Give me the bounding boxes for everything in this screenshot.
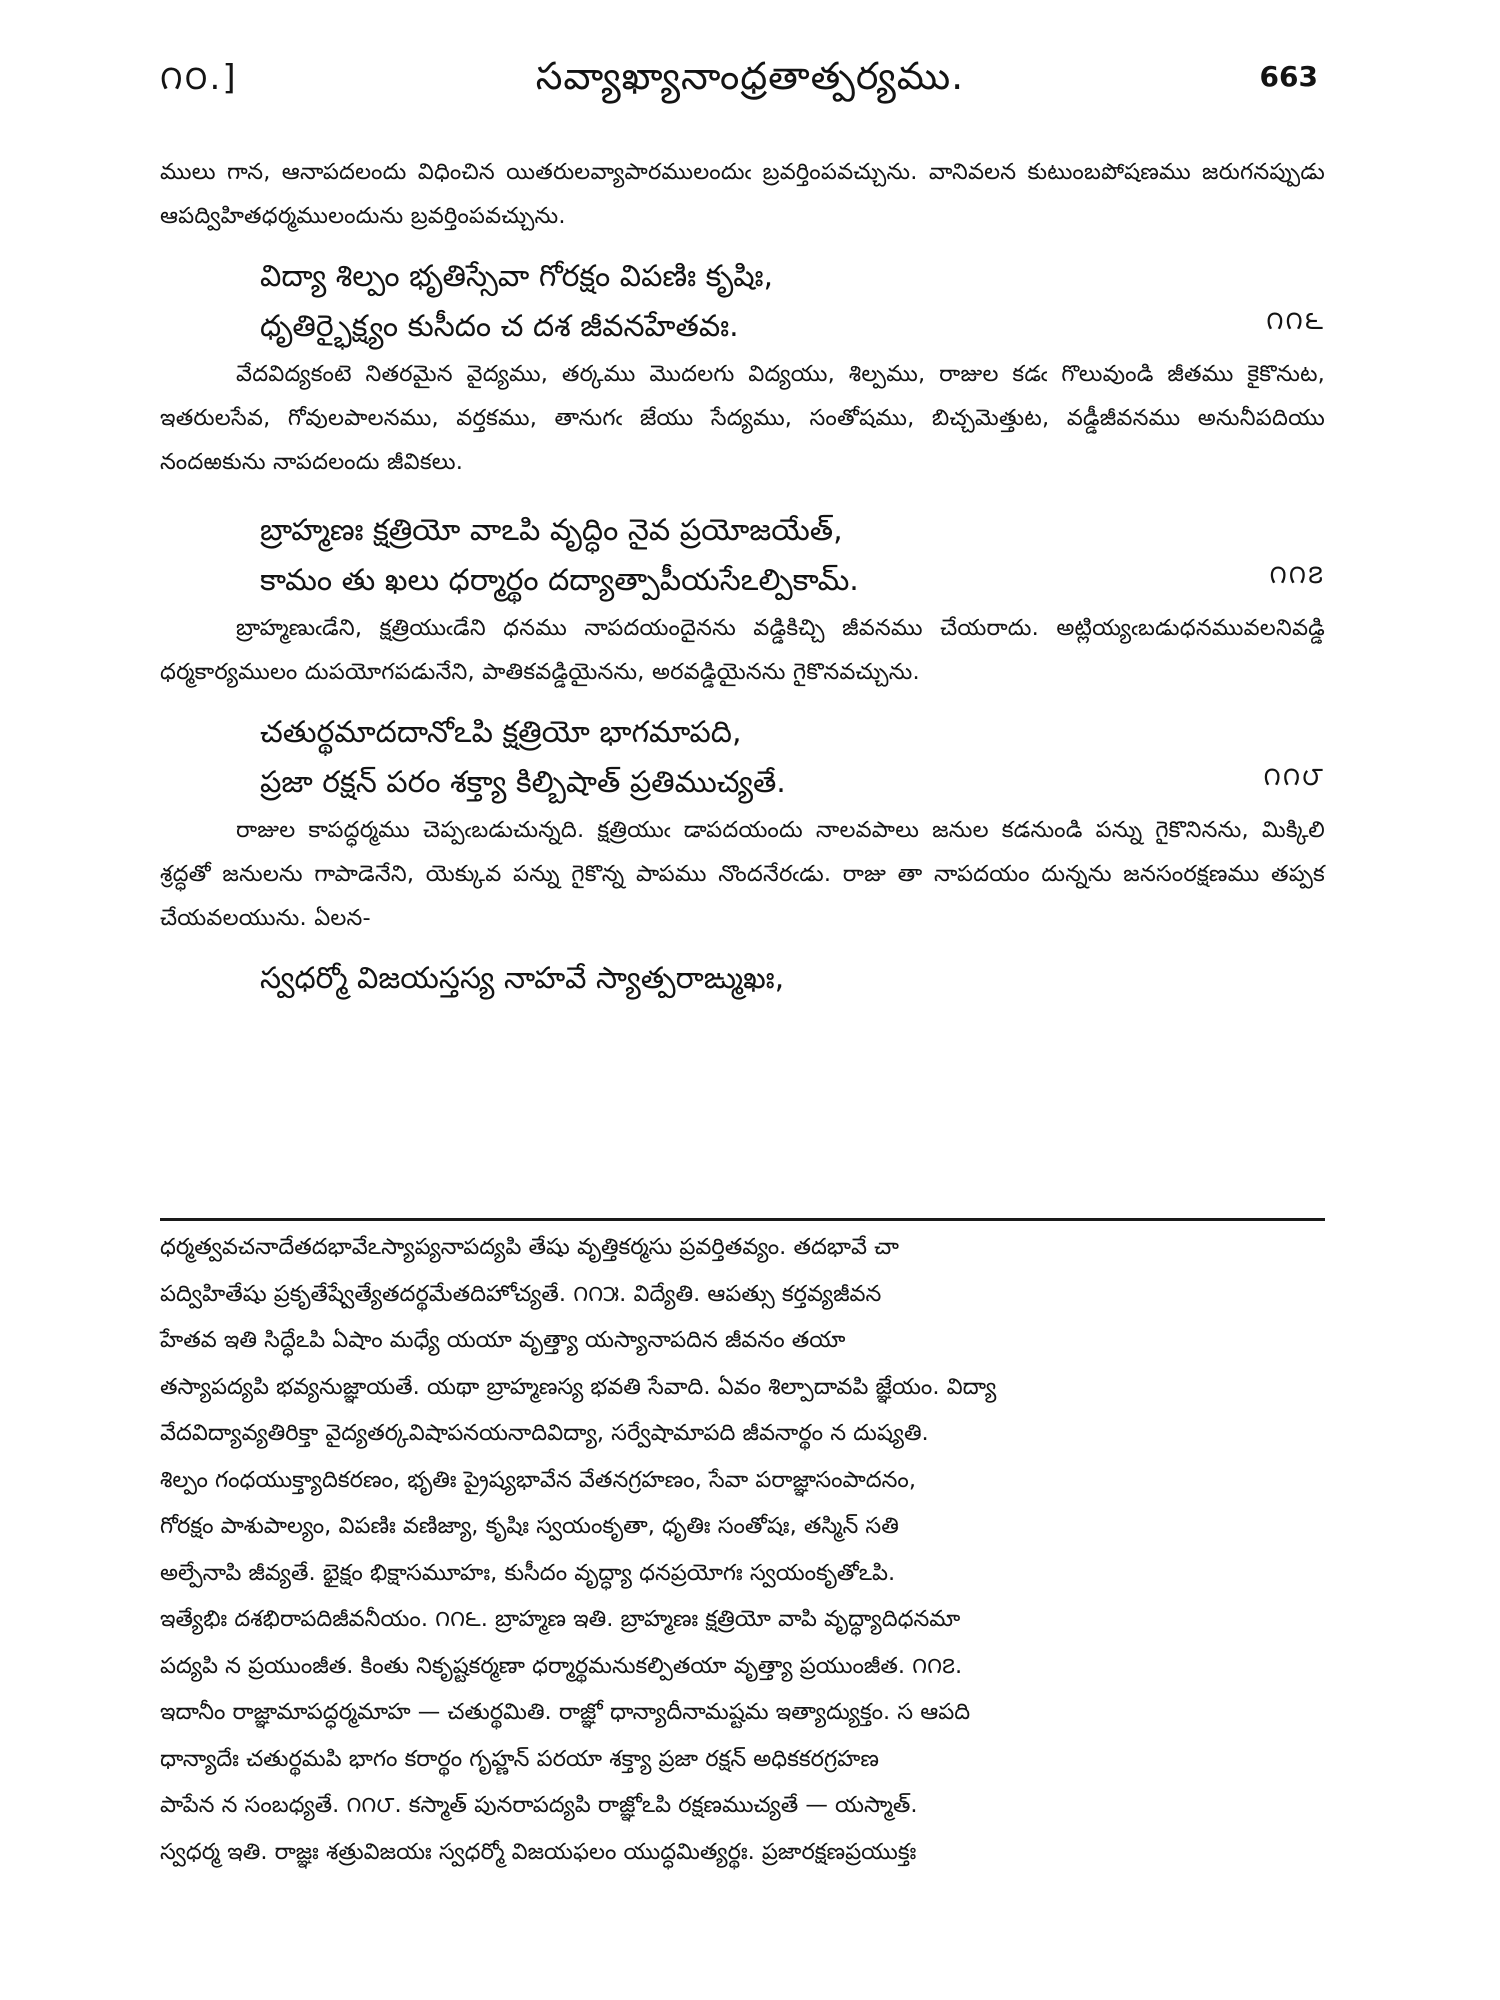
commentary-line: పద్విహితేషు ప్రకృతేష్వేత్యేతదర్థమేతదిహోచ్యతే. ౧౧౫. విద్యేతి. ఆపత్సు కర్తవ్యజీవన [160,1280,882,1307]
commentary-line: స్వధర్మ ఇతి. రాజ్ఞః శత్రువిజయః స్వధర్మో విజయఫలం యుద్ధమిత్యర్థః. ప్రజారక్షణప్రయుక్తః [160,1838,917,1865]
verse-117 [160,506,1325,606]
commentary-line: పాపేన న సంబధ్యతే. ౧౧౮. కస్మాత్ పునరాపద్యపి రాజ్ఞోఽపి రక్షణముచ్యతే — యస్మాత్. [160,1792,918,1818]
verse-118 [160,708,1325,808]
verse-line: స్వధర్మో విజయస్తస్య నాహవే స్యాత్పరాఙ్ముఖః, [260,961,785,996]
footnote-divider [160,1218,1325,1221]
commentary-line: ధర్మత్వవచనాదేతదభావేఽస్యాప్యనాపద్యపి తేషు వృత్తికర్మసు ప్రవర్తితవ్యం. తదభావే చా [160,1234,899,1260]
verse-line: విద్యా శిల్పం భృతిస్సేవా గోరక్షం విపణిః కృషిః, [260,259,774,294]
main-text [160,150,1325,1004]
commentary-line: ఇత్యేభిః దశభిరాపదిజీవనీయం. ౧౧౬. బ్రాహ్మణ ఇతి. బ్రాహ్మణః క్షత్రియో వాపి వృద్ధ్యాదిధనమా [160,1606,961,1632]
chapter-mark: ౧౦.] [160,58,238,98]
paragraph: బ్రాహ్మణుఁడేని, క్షత్రియుఁడేని ధనము నాపదయందైనను వడ్డికిచ్చి జీవనము చేయరాదు. అట్లియ్యఁబడుధనమువలనివడ్డి ధర్మకార్యములం దుపయోగపడునేని, పాతికవడ్డియైనను, అరవడ్డియైనను గైకొనవచ్చును. [160,615,1325,685]
verse-116 [160,252,1325,352]
commentary-line: గోరక్షం పాశుపాల్యం, విపణిః వణిజ్యా, కృషిః స్వయంకృతా, ధృతిః సంతోషః, తస్మిన్ సతి [160,1513,899,1539]
verse-line: ప్రజా రక్షన్ పరం శక్త్యా కిల్బిషాత్ ప్రతిముచ్యతే. [260,765,786,800]
commentary-line: అల్పేనాపి జీవ్యతే. భైక్షం భిక్షాసమూహః, కుసీదం వృద్ధ్యా ధనప్రయోగః స్వయంకృతోఽపి. [160,1559,896,1586]
verse-line: ధృతిర్భైక్ష్యం కుసీదం చ దశ జీవనహేతవః. [260,309,739,344]
commentary-block [160,1224,1325,1875]
verse-line: బ్రాహ్మణః క్షత్రియో వాఽపి వృద్ధిం నైవ ప్రయోజయేత్, [260,513,843,548]
verse-line: కామం తు ఖలు ధర్మార్థం దద్యాత్పాపీయసేఽల్పికామ్. [260,563,859,598]
verse-number: ౧౧౬ [1266,306,1325,336]
page-header [0,50,1500,110]
page-number: 663 [1259,60,1318,93]
commentary-line: పద్యపి న ప్రయుంజీత. కింతు నికృష్టకర్మణా ధర్మార్థమనుకల్పితయా వృత్త్యా ప్రయుంజీత. ౧౧౭. [160,1652,963,1679]
paragraph: వేదవిద్యకంటె నితరమైన వైద్యము, తర్కము మొదలగు విద్యయు, శిల్పము, రాజుల కడఁ గొలువుండి జీతము కైకొనుట, ఇతరులసేవ, గోవులపాలనము, వర్తకము, తానుగఁ జేయు సేద్యము, సంతోషము, బిచ్చమెత్తుట, వడ్డీజీవనము అనునీపదియు నందఱకును నాపదలందు జీవికలు. [160,361,1325,475]
commentary-line: ఇదానీం రాజ్ఞామాపద్ధర్మమాహ — చతుర్థమితి. రాజ్ఞో ధాన్యాదీనామష్టమ ఇత్యాద్యుక్తం. స ఆపది [160,1699,971,1725]
verse-number: ౧౧౮ [1263,762,1325,792]
commentary-line: వేదవిద్యావ్యతిరిక్తా వైద్యతర్కవిషాపనయనాదివిద్యా, సర్వేషామాపది జీవనార్థం న దుష్యతి. [160,1420,929,1446]
paragraph: రాజుల కాపద్ధర్మము చెప్పఁబడుచున్నది. క్షత్రియుఁ డాపదయందు నాలవపాలు జనుల కడనుండి పన్ను గైకొనినను, మిక్కిలి శ్రద్ధతో జనులను గాపాడెనేని, యెక్కువ పన్ను గైకొన్న పాపము నొందనేరఁడు. రాజు తా నాపదయం దున్నను జనసంరక్షణము తప్పక చేయవలయును. ఏలన- [160,817,1325,931]
running-title: సవ్యాఖ్యానాంధ్రతాత్పర్యము. [535,54,965,98]
verse-number: ౧౧౭ [1269,560,1325,590]
commentary-line: శిల్పం గంధయుక్త్యాదికరణం, భృతిః ప్రైష్యభావేన వేతనగ్రహణం, సేవా పరాజ్ఞాసంపాదనం, [160,1466,916,1493]
commentary-line: తస్యాపద్యపి భవ్యనుజ్ఞాయతే. యథా బ్రాహ్మణస్య భవతి సేవాది. ఏవం శిల్పాదావపి జ్ఞేయం. విద్యా [160,1373,997,1400]
verse-line: చతుర్థమాదదానోఽపి క్షత్రియో భాగమాపది, [260,715,742,750]
paragraph: ములు గాన, ఆనాపదలందు విధించిన యితరులవ్యాపారములందుఁ బ్రవర్తింపవచ్చును. వానివలన కుటుంబపోషణము జరుగనప్పుడు ఆపద్విహితధర్మములందును బ్రవర్తింపవచ్చును. [160,159,1325,229]
commentary-line: ధాన్యాదేః చతుర్థమపి భాగం కరార్థం గృహ్ణన్ పరయా శక్త్యా ప్రజా రక్షన్ అధికకరగ్రహణ [160,1745,879,1772]
commentary-line: హేతవ ఇతి సిద్ధేఽపి ఏషాం మధ్యే యయా వృత్త్యా యస్యానాపదిన జీవనం తయా [160,1327,846,1353]
verse-119 [160,954,1325,1004]
